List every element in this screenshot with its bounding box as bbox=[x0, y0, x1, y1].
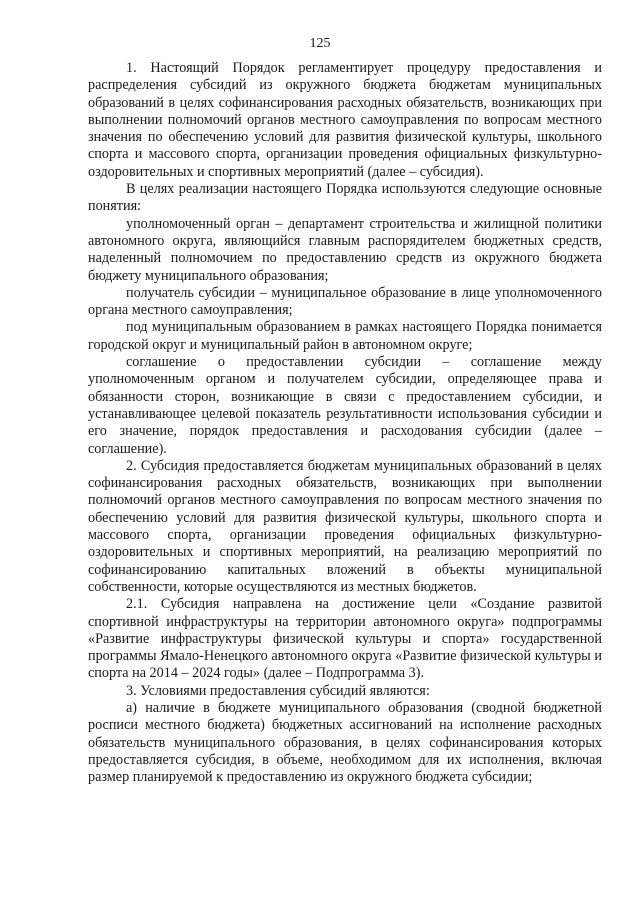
page-number: 125 bbox=[309, 36, 331, 51]
paragraph-2: 2. Субсидия предоставляется бюджетам муниципальных образований в целях софинансирования расходных обязательств, возникающих при выполнении полномочий органов местного самоуправления по вопросам местного значения по обеспечению условий для развития физической культуры, школьного спорта и массового спорта, организации проведения официальных физкультурно-оздоровительных и спортивных мероприятий, на реализацию мероприятий по софинансированию капитальных вложений в объекты муниципальной собственности, которые осуществляются из местных бюджетов. bbox=[88, 457, 602, 595]
paragraph-3-a: а) наличие в бюджете муниципального образования (сводной бюджетной росписи местного бюджета) бюджетных ассигнований на исполнение расходных обязательств муниципального образования, в целях софинансирования которых предоставляется субсидия, в объеме, необходимом для их исполнения, включая размер планируемой к предоставлению из окружного бюджета субсидии; bbox=[88, 699, 602, 786]
paragraph-3: 3. Условиями предоставления субсидий являются: bbox=[126, 682, 430, 699]
document-body bbox=[88, 60, 602, 786]
paragraph-1: 1. Настоящий Порядок регламентирует процедуру предоставления и распределения субсидий из окружного бюджета бюджетам муниципальных образований в целях софинансирования расходных обязательств, возникающих при выполнении полномочий органов местного самоуправления по вопросам местного значения по обеспечению условий для развития физической культуры, школьного спорта и массового спорта, организации проведения официальных физкультурно-оздоровительных и спортивных мероприятий (далее – субсидия). bbox=[88, 60, 602, 180]
paragraph-municipality: под муниципальным образованием в рамках настоящего Порядка понимается городской округ и муниципальный район в автономном округе; bbox=[88, 319, 602, 353]
paragraph-authorized-body: уполномоченный орган – департамент строительства и жилищной политики автономного округа, являющийся главным распорядителем бюджетных средств, наделенный полномочием по предоставлению средств из окружного бюджета бюджету муниципального образования; bbox=[88, 215, 602, 284]
paragraph-definitions-intro: В целях реализации настоящего Порядка используются следующие основные понятия: bbox=[88, 181, 602, 215]
paragraph-recipient: получатель субсидии – муниципальное образование в лице уполномоченного органа местного самоуправления; bbox=[88, 284, 602, 319]
paragraph-agreement: соглашение о предоставлении субсидии – соглашение между уполномоченным органом и получателем субсидии, определяющее права и обязанности сторон, возникающие в связи с предоставлением субсидии, и устанавливающее целевой показатель результативности использования субсидии и его значение, порядок предоставления и расходования субсидии (далее – соглашение). bbox=[88, 354, 602, 457]
paragraph-2-1: 2.1. Субсидия направлена на достижение цели «Создание развитой спортивной инфраструктуры на территории автономного округа» подпрограммы «Развитие инфраструктуры физической культуры и спорта» государственной программы Ямало-Ненецкого автономного округа «Развитие физической культуры и спорта на 2014 – 2024 годы» (далее – Подпрограмма 3). bbox=[88, 596, 602, 682]
